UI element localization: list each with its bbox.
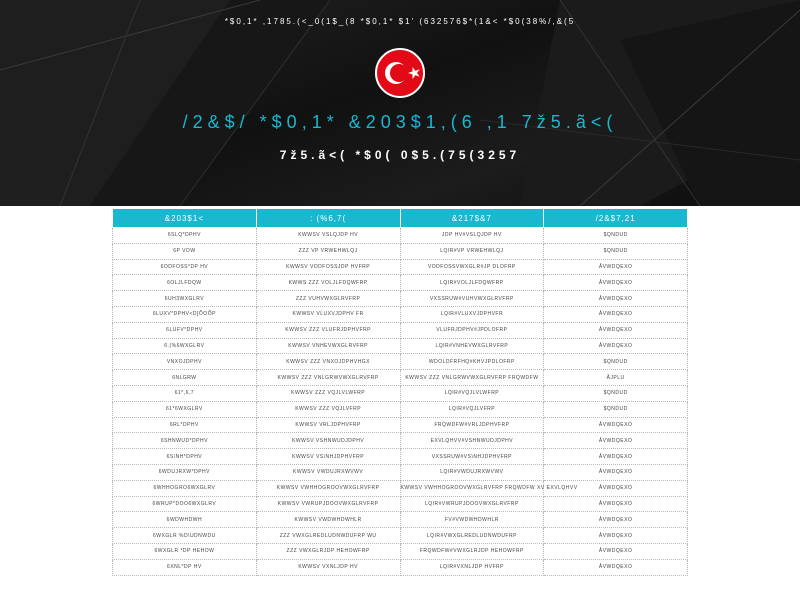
table-row[interactable] bbox=[113, 291, 688, 307]
website-link[interactable]: KWWSV VRLJDPHVFRP bbox=[256, 417, 400, 433]
contact-link[interactable]: KWWSV VWHHOGROOVWXGLRVFRP FRQWDFW XV EXVLQHVV bbox=[400, 480, 544, 496]
column-header-location: /2&$7,21 bbox=[544, 209, 688, 228]
company-cell: 6WHHOGRO6WXGLRV bbox=[113, 480, 257, 496]
contact-link[interactable]: VXSSRUW#VUHVWXGLRVFRP bbox=[400, 291, 544, 307]
website-link[interactable]: KWWSV ZZZ VQJLVLWFRP bbox=[256, 385, 400, 401]
location-cell: ÅVWDQEXO bbox=[544, 543, 688, 559]
company-cell: 6SLQ*DPHV bbox=[113, 228, 257, 244]
contact-link[interactable]: LQIR#VWRUPJDOOVWXGLRVFRP bbox=[400, 496, 544, 512]
location-cell: $QNDUD bbox=[544, 401, 688, 417]
table-body bbox=[113, 228, 688, 576]
location-cell: ÅVWDQEXO bbox=[544, 512, 688, 528]
turkey-flag-icon bbox=[375, 48, 425, 98]
contact-link[interactable]: LQIR#VOLJLFDQWFRP bbox=[400, 275, 544, 291]
location-cell: $QNDUD bbox=[544, 243, 688, 259]
table-row[interactable] bbox=[113, 401, 688, 417]
location-cell: ÅVWDQEXO bbox=[544, 433, 688, 449]
background-shards bbox=[0, 0, 800, 206]
location-cell: ÅVWDQEXO bbox=[544, 480, 688, 496]
contact-link[interactable]: LQIR#VWDUJRXWVWV bbox=[400, 464, 544, 480]
table-row[interactable] bbox=[113, 275, 688, 291]
location-cell: ÅJPLU bbox=[544, 370, 688, 386]
website-link[interactable]: KWWSV VNHEVWXGLRVFRP bbox=[256, 338, 400, 354]
location-cell: ÅVWDQEXO bbox=[544, 275, 688, 291]
contact-link[interactable]: LQIR#VLUXVJDPHVFR bbox=[400, 306, 544, 322]
company-cell: 6OLJLFDQW bbox=[113, 275, 257, 291]
contact-link[interactable]: VLUFRJDPHV#JPDLOFRP bbox=[400, 322, 544, 338]
company-cell: 61*,6,7 bbox=[113, 385, 257, 401]
location-cell: ÅVWDQEXO bbox=[544, 417, 688, 433]
table-row[interactable] bbox=[113, 433, 688, 449]
table-row[interactable] bbox=[113, 306, 688, 322]
location-cell: ÅVWDQEXO bbox=[544, 559, 688, 575]
contact-link[interactable]: LQIR#VNHEVWXGLRVFRP bbox=[400, 338, 544, 354]
company-cell: 6SHNWUD*DPHV bbox=[113, 433, 257, 449]
location-cell: $QNDUD bbox=[544, 228, 688, 244]
contact-link[interactable]: FRQWDFW#VWXGLRJDP HEHOWFRP bbox=[400, 543, 544, 559]
contact-link[interactable]: KWWSV ZZZ VNLGRWVWXGLRVFRP FRQWDFW bbox=[400, 370, 544, 386]
company-cell: 6WDUJRXW*DPHV bbox=[113, 464, 257, 480]
contact-link[interactable]: LQIR#VXNLJDP HVFRP bbox=[400, 559, 544, 575]
company-cell: VNXOJDPHV bbox=[113, 354, 257, 370]
website-link[interactable]: KWWSV ZZZ VNLGRWVWXGLRVFRP bbox=[256, 370, 400, 386]
table-row[interactable] bbox=[113, 464, 688, 480]
website-link[interactable]: ZZZ VWXGLRJDP HEHOWFRP bbox=[256, 543, 400, 559]
website-link[interactable]: KWWSV VLUXVJDPHV FR bbox=[256, 306, 400, 322]
page-title: /2&$/ *$0,1* &203$1,(6 ,1 7ž5.ã<( bbox=[182, 112, 618, 132]
table-row[interactable] bbox=[113, 480, 688, 496]
table-row[interactable] bbox=[113, 370, 688, 386]
contact-link[interactable]: VODFOSSVWXGLR#JP DLOFRP bbox=[400, 259, 544, 275]
website-link[interactable]: KWWSV VS\NHJDPHVFRP bbox=[256, 449, 400, 465]
company-cell: 6S\NH*DPHV bbox=[113, 449, 257, 465]
table-row[interactable] bbox=[113, 512, 688, 528]
company-cell: 6.(%6WXGLRV bbox=[113, 338, 257, 354]
table-row[interactable] bbox=[113, 385, 688, 401]
location-cell: ÅVWDQEXO bbox=[544, 322, 688, 338]
table-row[interactable] bbox=[113, 528, 688, 544]
companies-table-container bbox=[112, 208, 688, 576]
company-cell: 6LUXV*DPHV<D]ÕOÕP bbox=[113, 306, 257, 322]
table-row[interactable] bbox=[113, 543, 688, 559]
company-cell: 6ODFOSS*DP HV bbox=[113, 259, 257, 275]
column-header-website: : (%6,7( bbox=[256, 209, 400, 228]
location-cell: ÅVWDQEXO bbox=[544, 259, 688, 275]
location-cell: ÅVWDQEXO bbox=[544, 496, 688, 512]
company-cell: 6WXGLR *DP HEHOW bbox=[113, 543, 257, 559]
table-row[interactable] bbox=[113, 259, 688, 275]
location-cell: $QNDUD bbox=[544, 354, 688, 370]
location-cell: ÅVWDQEXO bbox=[544, 464, 688, 480]
table-row[interactable] bbox=[113, 417, 688, 433]
table-row[interactable] bbox=[113, 559, 688, 575]
company-cell: 6WRUP*DOO6WXGLRV bbox=[113, 496, 257, 512]
website-link[interactable]: KWWSV VSHNWUDJDPHV bbox=[256, 433, 400, 449]
website-link[interactable]: KWWSV ZZZ VLUFRJDPHVFRP bbox=[256, 322, 400, 338]
website-link[interactable]: KWWS ZZZ VOLJLFDQWFRP bbox=[256, 275, 400, 291]
website-link[interactable]: KWWSV ZZZ VQJLVFRP bbox=[256, 401, 400, 417]
contact-link[interactable]: EXVLQHVV#VSHNWUDJDPHV bbox=[400, 433, 544, 449]
website-link[interactable]: KWWSV VWRUPJDOOVWXGLRVFRP bbox=[256, 496, 400, 512]
website-link[interactable]: KWWSV VWHHOGROOVWXGLRVFRP bbox=[256, 480, 400, 496]
website-link[interactable]: KWWSV VSLQJDP HV bbox=[256, 228, 400, 244]
hero-banner bbox=[0, 0, 800, 206]
contact-link[interactable]: WDOLDFRFHQ#KHVJPDLOFRP bbox=[400, 354, 544, 370]
contact-link[interactable]: FRQWDFW#VRLJDPHVFRP bbox=[400, 417, 544, 433]
location-cell: ÅVWDQEXO bbox=[544, 528, 688, 544]
company-cell: 6XNL*DP HV bbox=[113, 559, 257, 575]
column-header-contact: &217$&7 bbox=[400, 209, 544, 228]
table-header-row bbox=[113, 209, 688, 228]
website-link[interactable]: KWWSV VWDWHDWHLR bbox=[256, 512, 400, 528]
company-cell: 6UH3WXGLRV bbox=[113, 291, 257, 307]
website-link[interactable]: KWWSV VODFOSSJDP HVFRP bbox=[256, 259, 400, 275]
contact-link[interactable]: VXSSRUW#VS\NHJDPHVFRP bbox=[400, 449, 544, 465]
company-cell: 6WDWHDWH bbox=[113, 512, 257, 528]
table-row[interactable] bbox=[113, 243, 688, 259]
contact-link[interactable]: LQIR#VQJLVFRP bbox=[400, 401, 544, 417]
location-cell: $QNDUD bbox=[544, 385, 688, 401]
company-cell: 61*6WXGLRV bbox=[113, 401, 257, 417]
contact-link[interactable]: LQIR#VP VRWEHWLQJ bbox=[400, 243, 544, 259]
table-row[interactable] bbox=[113, 354, 688, 370]
banner-topline: *$0,1* ,1785.(<_0(1$_(8 *$0,1* $1' (632576$*(1&< *$0(38%/,&(5 bbox=[224, 17, 576, 26]
website-link[interactable]: ZZZ VUHVWXGLRVFRP bbox=[256, 291, 400, 307]
contact-link[interactable]: LQIR#VWXGLREDLUDNWDUFRP bbox=[400, 528, 544, 544]
contact-link[interactable]: JDP HV#VSLQJDP HV bbox=[400, 228, 544, 244]
table-row[interactable] bbox=[113, 496, 688, 512]
contact-link[interactable]: FV#VWDWHDWHLR bbox=[400, 512, 544, 528]
table-row[interactable] bbox=[113, 322, 688, 338]
company-cell: 6LUFV*DPHV bbox=[113, 322, 257, 338]
companies-table bbox=[112, 208, 688, 576]
website-link[interactable]: ZZZ VP VRWEHWLQJ bbox=[256, 243, 400, 259]
website-link[interactable]: KWWSV ZZZ VNXOJDPHVHGX bbox=[256, 354, 400, 370]
table-row[interactable] bbox=[113, 228, 688, 244]
location-cell: ÅVWDQEXO bbox=[544, 449, 688, 465]
company-cell: 6P VOW bbox=[113, 243, 257, 259]
column-header-company: &203$1< bbox=[113, 209, 257, 228]
website-link[interactable]: KWWSV VXNLJDP HV bbox=[256, 559, 400, 575]
table-row[interactable] bbox=[113, 449, 688, 465]
contact-link[interactable]: LQIR#VQJLVLWFRP bbox=[400, 385, 544, 401]
company-cell: 6RL*DPHV bbox=[113, 417, 257, 433]
location-cell: ÅVWDQEXO bbox=[544, 291, 688, 307]
page-subtitle: 7ž5.ã<( *$0( 0$5.(75(3257 bbox=[279, 148, 521, 162]
location-cell: ÅVWDQEXO bbox=[544, 338, 688, 354]
company-cell: 6NLGRW bbox=[113, 370, 257, 386]
location-cell: ÅVWDQEXO bbox=[544, 306, 688, 322]
company-cell: 6WXGLR %D\UDNWDU bbox=[113, 528, 257, 544]
website-link[interactable]: KWWSV VWDUJRXWVWV bbox=[256, 464, 400, 480]
website-link[interactable]: ZZZ VWXGLREDLUDNWDUFRP WU bbox=[256, 528, 400, 544]
table-row[interactable] bbox=[113, 338, 688, 354]
